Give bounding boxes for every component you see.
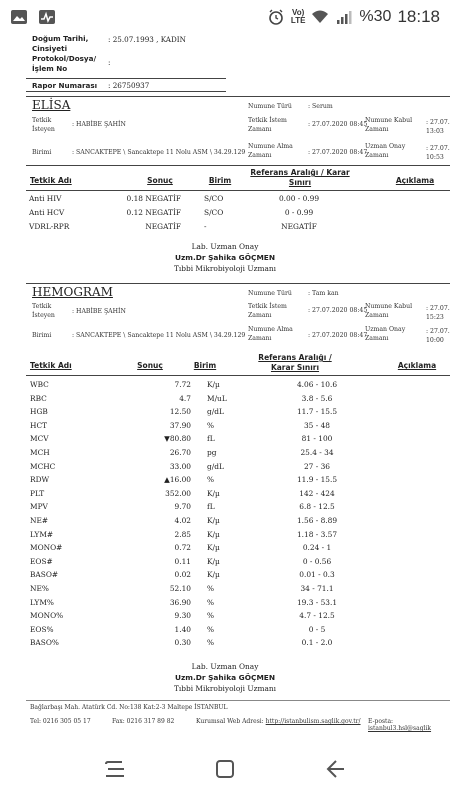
hemogram-result-name: EOS% xyxy=(30,624,54,634)
hemogram-result-name: HGB xyxy=(30,407,48,417)
hemogram-result-row xyxy=(26,542,450,554)
footer-email xyxy=(368,718,450,732)
hemogram-result-ref: 6.8 - 12.5 xyxy=(299,502,335,512)
hemogram-accept-time: 15:23 xyxy=(426,314,444,321)
hemogram-result-unit: fL xyxy=(207,502,215,512)
report-value: : 26750937 xyxy=(108,81,150,90)
hemogram-result-name: MONO# xyxy=(30,543,63,553)
elisa-collect-label: Numune Alma Zamanı xyxy=(248,143,293,159)
elisa-collect-value: : 27.07.2020 08:47 xyxy=(308,149,368,156)
signature-doctor: Uzm.Dr Şahika GÖÇMEN xyxy=(174,253,276,262)
footer-email-link[interactable]: istanbul3.hsl@saglik xyxy=(368,725,432,732)
hemogram-result-result: 4.02 xyxy=(174,516,191,525)
hemogram-requester-value: : HABİBE ŞAHİN xyxy=(72,308,126,315)
signature-specialty: Tıbbi Mikrobiyoloji Uzmanı xyxy=(173,684,277,693)
clock: 18:18 xyxy=(397,7,440,26)
lab-report xyxy=(0,34,450,738)
wifi-icon xyxy=(311,8,329,26)
footer-divider xyxy=(26,700,450,701)
hemogram-result-unit: % xyxy=(207,420,215,430)
hemogram-result-unit: % xyxy=(207,624,215,634)
hemogram-result-row xyxy=(26,556,450,568)
hemogram-result-row xyxy=(26,529,450,541)
hemogram-approve-value: : 27.07. xyxy=(426,328,450,335)
elisa-accept-time: 13:03 xyxy=(426,128,444,135)
hemogram-result-ref: 3.8 - 5.6 xyxy=(301,393,333,403)
hemogram-collect-value: : 27.07.2020 08:47 xyxy=(308,332,368,339)
hemogram-result-name: WBC xyxy=(30,380,49,389)
footer-web-link[interactable]: http://istanbulism.saglik.gov.tr/ xyxy=(265,718,361,725)
elisa-result-row xyxy=(26,221,450,233)
footer-address: Bağlarbaşı Mah. Atatürk Cd. No:138 Kat:2-3 Maltepe İSTANBUL xyxy=(30,704,228,711)
elisa-result-ref: 0.00 - 0.99 xyxy=(278,194,320,203)
hemogram-result-result: 52.10 xyxy=(169,584,191,593)
hemogram-result-result: 36.90 xyxy=(169,597,191,607)
table-top-border xyxy=(26,165,450,166)
footer-fax: Fax: 0216 317 89 82 xyxy=(112,718,175,725)
hemogram-result-ref: 25.4 - 34 xyxy=(300,448,334,457)
hemogram-result-result: 0.11 xyxy=(174,556,191,566)
elisa-result-name: VDRL-RPR xyxy=(29,222,70,231)
elisa-result-row xyxy=(26,207,450,219)
hemogram-result-result: 1.40 xyxy=(174,624,191,634)
hemogram-approve-label: Uzman Onay Zamanı xyxy=(365,326,406,342)
hemogram-result-name: LYM% xyxy=(30,597,54,607)
gallery-icon xyxy=(10,8,28,26)
hemogram-requester-label: Tetkik İsteyen xyxy=(32,303,55,319)
alarm-icon xyxy=(267,8,285,26)
hemogram-result-row xyxy=(26,379,450,391)
hemogram-result-unit: % xyxy=(207,638,215,648)
hemogram-result-ref: 27 - 36 xyxy=(303,461,330,471)
hemogram-result-ref: 34 - 71.1 xyxy=(300,584,334,593)
report-label: Rapor Numarası xyxy=(32,81,98,90)
hemogram-result-name: MONO% xyxy=(30,611,64,621)
back-button[interactable] xyxy=(320,754,350,784)
elisa-result-ref: 0 - 0.99 xyxy=(284,208,314,217)
elisa-result-ref: NEGATİF xyxy=(281,222,317,231)
elisa-title: ELİSA xyxy=(32,98,71,112)
hemogram-result-name: MPV xyxy=(30,502,48,512)
hemogram-result-row xyxy=(26,569,450,581)
hemogram-result-unit: K/µ xyxy=(207,570,220,580)
hemogram-result-row xyxy=(26,624,450,636)
signature-title: Lab. Uzman Onay xyxy=(191,242,259,251)
status-bar xyxy=(0,0,450,34)
elisa-accept-value: : 27.07. xyxy=(426,119,450,126)
hemogram-result-name: EOS# xyxy=(30,556,53,566)
hemogram-result-row xyxy=(26,583,450,595)
footer-email-label: E-posta: xyxy=(368,718,394,725)
col-header-ref: Referans Aralığı / Karar Sınırı xyxy=(250,168,350,187)
elisa-result-name: Anti HIV xyxy=(29,194,62,203)
battery-level: %30 xyxy=(359,8,392,25)
col-header-ref: Referans Aralığı / Karar Sınırı xyxy=(258,353,332,372)
hemogram-title: HEMOGRAM xyxy=(32,285,113,299)
hemogram-result-row xyxy=(26,610,450,622)
elisa-accept-label: Numune Kabul Zamanı xyxy=(365,117,413,133)
elisa-sample-type-label: Numune Türü xyxy=(248,103,292,110)
footer-tel: Tel: 0216 305 05 17 xyxy=(30,718,91,725)
hemogram-result-name: MCV xyxy=(30,434,49,444)
hemogram-result-name: RBC xyxy=(30,393,47,403)
hemogram-collect-label: Numune Alma Zamanı xyxy=(248,326,293,342)
hemogram-result-row xyxy=(26,597,450,609)
hemogram-result-unit: K/µ xyxy=(207,543,220,553)
hemogram-request-time-label: Tetkik İstem Zamanı xyxy=(248,303,287,319)
hemogram-result-row xyxy=(26,420,450,432)
hemogram-result-row xyxy=(26,515,450,527)
elisa-result-result: 0.12 NEGATİF xyxy=(126,208,181,217)
col-header-unit: Birim xyxy=(208,176,232,185)
col-header-note: Açıklama xyxy=(397,361,437,370)
hemogram-result-ref: 35 - 48 xyxy=(303,420,330,430)
hemogram-result-row xyxy=(26,488,450,500)
hemogram-result-name: RDW xyxy=(30,475,50,485)
col-header-name: Tetkik Adı xyxy=(30,176,72,185)
hemogram-request-time-value: : 27.07.2020 08:45 xyxy=(308,307,368,314)
hemogram-result-unit: pg xyxy=(207,448,217,457)
hemogram-result-ref: 19.3 - 53.1 xyxy=(296,597,338,607)
hemogram-result-result: ▼80.80 xyxy=(164,434,191,444)
elisa-result-result: NEGATİF xyxy=(145,222,181,231)
hemogram-result-result: 26.70 xyxy=(169,448,191,457)
hemogram-result-name: LYM# xyxy=(30,529,54,539)
elisa-result-name: Anti HCV xyxy=(29,208,65,217)
hemogram-result-ref: 11.7 - 15.5 xyxy=(296,407,338,417)
divider xyxy=(26,91,226,92)
hemogram-result-name: BASO% xyxy=(30,638,59,648)
signature-title: Lab. Uzman Onay xyxy=(191,662,259,671)
hemogram-unit-value: : SANCAKTEPE \ Sancaktepe 11 Nolu ASM \ 34.29.129 xyxy=(72,332,246,339)
elisa-requester-value: : HABİBE ŞAHİN xyxy=(72,121,126,128)
hemogram-result-ref: 81 - 100 xyxy=(301,434,333,444)
hemogram-accept-value: : 27.07. xyxy=(426,305,450,312)
hemogram-result-unit: K/µ xyxy=(207,516,220,525)
col-header-note: Açıklama xyxy=(395,176,435,185)
col-header-unit: Birim xyxy=(193,361,217,370)
col-header-result: Sonuç xyxy=(137,361,163,370)
hemogram-result-result: 0.30 xyxy=(174,638,191,648)
hemogram-result-name: HCT xyxy=(30,420,48,430)
hemogram-result-result: 4.7 xyxy=(179,393,191,403)
hemogram-result-result: 0.72 xyxy=(174,543,191,553)
hemogram-result-row xyxy=(26,474,450,486)
hemogram-result-result: 352.00 xyxy=(165,488,191,498)
section-divider xyxy=(26,283,450,284)
volte-indicator: Vo) LTE xyxy=(290,8,306,25)
hemogram-result-name: PLT xyxy=(30,488,45,498)
col-header-result: Sonuç xyxy=(147,176,173,185)
hemogram-result-unit: % xyxy=(207,475,215,485)
footer-web-label: Kurumsal Web Adresi: xyxy=(196,718,264,725)
hemogram-result-ref: 1.18 - 3.57 xyxy=(296,529,338,539)
hemogram-result-ref: 0.1 - 2.0 xyxy=(301,638,333,648)
hemogram-result-ref: 11.9 - 15.5 xyxy=(296,475,338,485)
hemogram-result-row xyxy=(26,501,450,513)
divider xyxy=(26,78,226,79)
elisa-result-unit: - xyxy=(204,222,207,231)
hemogram-result-result: 33.00 xyxy=(169,461,191,471)
footer-web xyxy=(196,718,361,725)
hemogram-result-unit: % xyxy=(207,597,215,607)
hemogram-result-unit: g/dL xyxy=(207,461,224,471)
hemogram-result-unit: g/dL xyxy=(207,407,224,417)
hemogram-result-name: MCH xyxy=(30,448,50,457)
hemogram-result-result: 0.02 xyxy=(174,570,191,580)
hemogram-result-row xyxy=(26,406,450,418)
hemogram-result-result: 9.30 xyxy=(174,611,191,621)
signature-doctor: Uzm.Dr Şahika GÖÇMEN xyxy=(174,673,276,682)
hemogram-result-ref: 0 - 5 xyxy=(308,624,326,634)
hemogram-result-name: NE# xyxy=(30,516,49,525)
hemogram-result-name: NE% xyxy=(30,584,49,593)
hemogram-sample-type-label: Numune Türü xyxy=(248,290,292,297)
col-header-name: Tetkik Adı xyxy=(30,361,72,370)
hemogram-result-ref: 142 - 424 xyxy=(299,488,335,498)
hemogram-result-unit: K/µ xyxy=(207,529,220,539)
elisa-approve-label: Uzman Onay Zamanı xyxy=(365,143,406,159)
elisa-approve-time: 10:53 xyxy=(426,154,444,161)
recent-apps-button[interactable] xyxy=(100,754,130,784)
hemogram-result-unit: K/µ xyxy=(207,556,220,566)
hemogram-sample-type-value: : Tam kan xyxy=(308,290,339,297)
hemogram-result-result: 12.50 xyxy=(169,407,191,417)
elisa-unit-label: Birimi xyxy=(32,149,52,156)
hemogram-result-result: 9.70 xyxy=(174,502,191,512)
hemogram-result-result: 37.90 xyxy=(169,420,191,430)
hemogram-result-ref: 0.24 - 1 xyxy=(302,543,332,553)
hemogram-result-unit: M/uL xyxy=(207,393,227,403)
protocol-value: : xyxy=(108,58,111,67)
elisa-request-time-label: Tetkik İstem Zamanı xyxy=(248,117,287,133)
hemogram-signature xyxy=(0,661,450,694)
hemogram-result-unit: % xyxy=(207,584,215,593)
hemogram-result-row xyxy=(26,433,450,445)
signal-icon xyxy=(335,8,353,26)
hemogram-result-ref: 4.7 - 12.5 xyxy=(299,611,335,621)
hemogram-result-unit: fL xyxy=(207,434,215,444)
elisa-result-row xyxy=(26,193,450,205)
table-header-border xyxy=(26,190,450,191)
elisa-sample-type-value: : Serum xyxy=(308,103,333,110)
hemogram-accept-label: Numune Kabul Zamanı xyxy=(365,303,413,319)
elisa-result-unit: S/CO xyxy=(204,208,224,217)
hemogram-result-ref: 0 - 0.56 xyxy=(302,556,332,566)
section-divider xyxy=(26,96,450,97)
hemogram-result-unit: K/µ xyxy=(207,380,220,389)
hemogram-result-row xyxy=(26,461,450,473)
hemogram-result-row xyxy=(26,637,450,649)
elisa-approve-value: : 27.07. xyxy=(426,145,450,152)
elisa-requester-label: Tetkik İsteyen xyxy=(32,117,55,133)
table-header-border xyxy=(26,375,450,376)
hemogram-result-unit: K/µ xyxy=(207,488,220,498)
hemogram-unit-label: Birimi xyxy=(32,332,52,339)
hemogram-result-ref: 0.01 - 0.3 xyxy=(299,570,335,580)
hemogram-result-result: ▲16.00 xyxy=(164,475,191,485)
birth-label: Doğum Tarihi, Cinsiyeti xyxy=(32,34,89,53)
hemogram-result-name: MCHC xyxy=(30,461,56,471)
birth-value: : 25.07.1993 , KADIN xyxy=(108,35,186,44)
hemogram-result-ref: 1.56 - 8.89 xyxy=(296,516,338,525)
hemogram-result-ref: 4.06 - 10.6 xyxy=(296,380,338,389)
activity-icon xyxy=(38,8,56,26)
elisa-result-unit: S/CO xyxy=(204,194,224,203)
hemogram-result-result: 7.72 xyxy=(174,380,191,389)
hemogram-result-row xyxy=(26,393,450,405)
hemogram-result-name: BASO# xyxy=(30,570,59,580)
hemogram-approve-time: 10:00 xyxy=(426,337,444,344)
elisa-signature xyxy=(0,241,450,274)
hemogram-result-row xyxy=(26,447,450,459)
elisa-request-time-value: : 27.07.2020 08:45 xyxy=(308,121,368,128)
navigation-bar xyxy=(0,738,450,800)
elisa-result-result: 0.18 NEGATİF xyxy=(126,194,181,203)
signature-specialty: Tıbbi Mikrobiyoloji Uzmanı xyxy=(173,264,277,273)
protocol-label: Protokol/Dosya/İşlem No xyxy=(32,54,97,73)
hemogram-result-unit: % xyxy=(207,611,215,621)
home-button[interactable] xyxy=(210,754,240,784)
elisa-unit-value: : SANCAKTEPE \ Sancaktepe 11 Nolu ASM \ 34.29.129 xyxy=(72,149,246,156)
hemogram-result-result: 2.85 xyxy=(174,529,191,539)
